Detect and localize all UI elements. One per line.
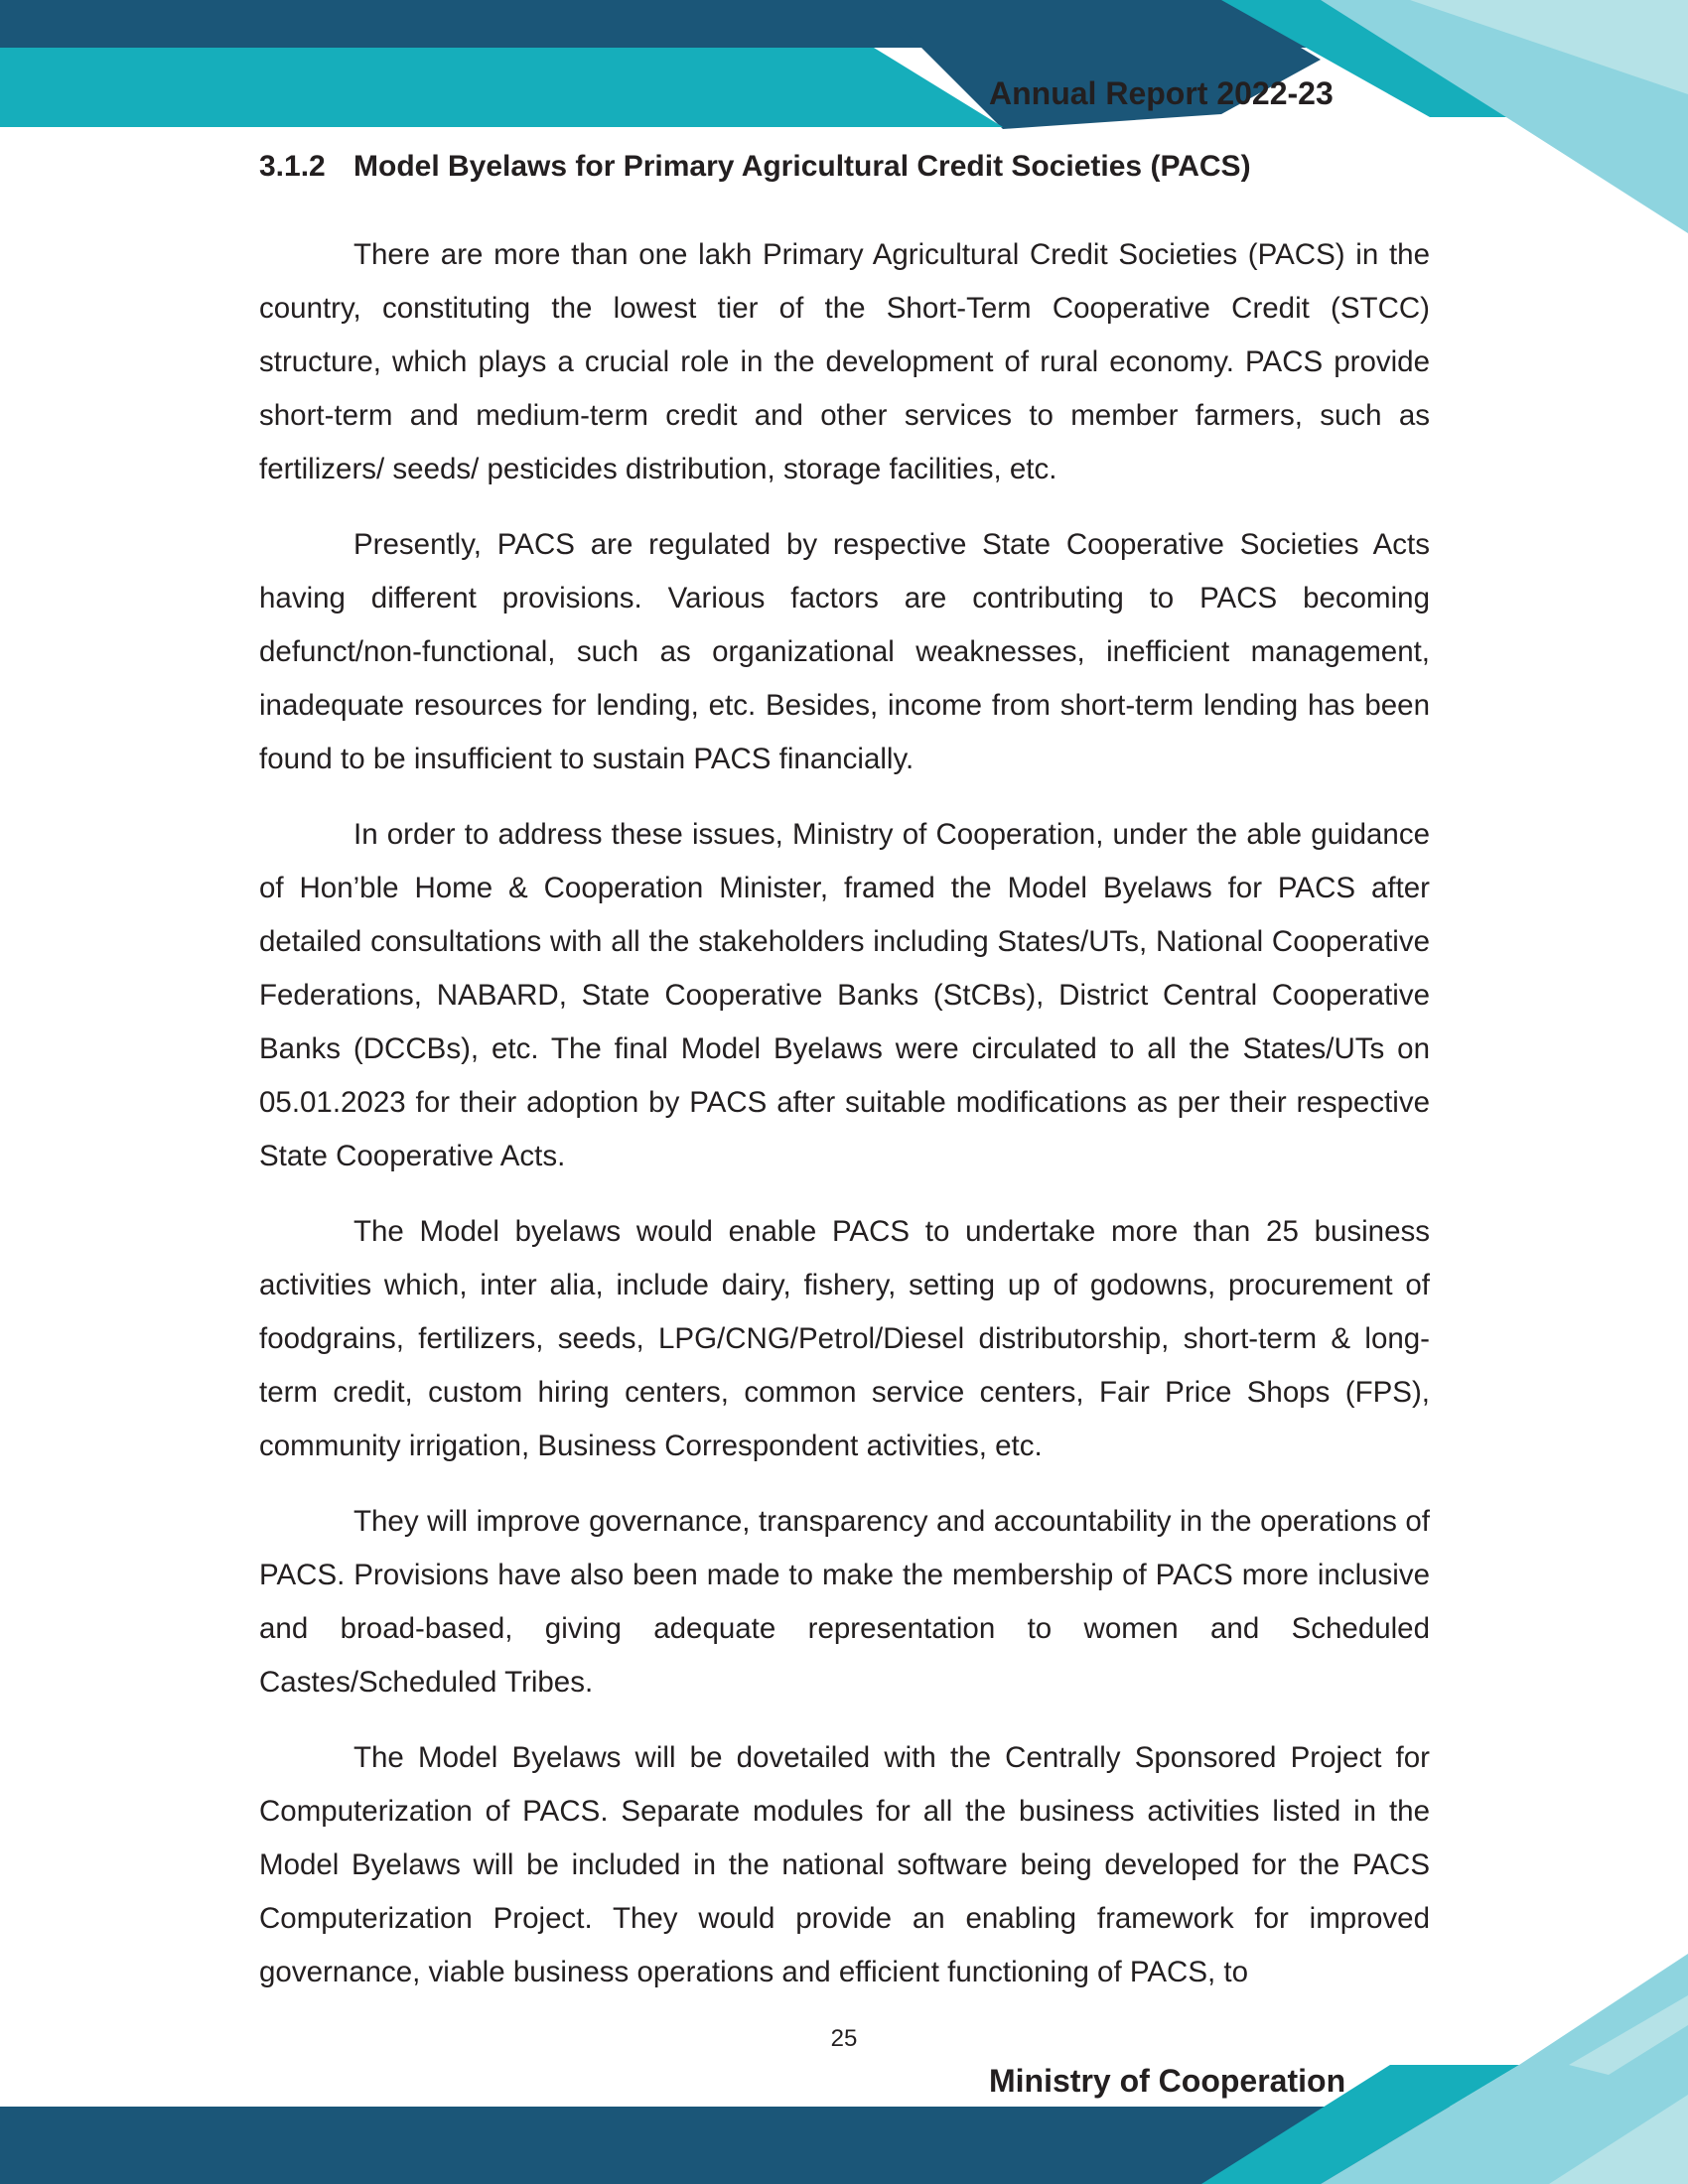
page-content	[259, 147, 1430, 2021]
paragraph-2: Presently, PACS are regulated by respective State Cooperative Societies Acts having different provisions. Various factors are contributing to PACS becoming defunct/non-functional, such as organizational weaknesses, inefficient management, inadequate resources for lending, etc. Besides, income from short-term lending has been found to be insufficient to sustain PACS financially.	[259, 528, 1430, 775]
page-number: 25	[830, 2025, 858, 2052]
paragraph-1: There are more than one lakh Primary Agricultural Credit Societies (PACS) in the country, constituting the lowest tier of the Short-Term Cooperative Credit (STCC) structure, which plays a crucial role in the development of rural economy. PACS provide short-term and medium-term credit and other services to member farmers, such as fertilizers/ seeds/ pesticides distribution, storage facilities, etc.	[259, 238, 1430, 485]
paragraph-5: They will improve governance, transparency and accountability in the operations of PACS. Provisions have also been made to make the membership of PACS more inclusive and broad-based, giving adequate representation to women and Scheduled Castes/Scheduled Tribes.	[259, 1505, 1430, 1699]
section-heading	[259, 147, 1430, 187]
footer-ministry-title: Ministry of Cooperation	[989, 2063, 1346, 2099]
paragraph-3: In order to address these issues, Ministry of Cooperation, under the able guidance of Hon’ble Home & Cooperation Minister, framed the Model Byelaws for PACS after detailed consultations with all the stakeholders including States/UTs, National Cooperative Federations, NABARD, State Cooperative Banks (StCBs), District Central Cooperative Banks (DCCBs), etc. The final Model Byelaws were circulated to all the States/UTs on 05.01.2023 for their adoption by PACS after suitable modifications as per their respective State Cooperative Acts.	[259, 818, 1430, 1172]
header-teal-band	[0, 48, 1003, 127]
section-title: Model Byelaws for Primary Agricultural Credit Societies (PACS)	[353, 150, 1251, 183]
report-header-title: Annual Report 2022-23	[989, 75, 1334, 111]
paragraph-4: The Model byelaws would enable PACS to undertake more than 25 business activities which, inter alia, include dairy, fishery, setting up of godowns, procurement of foodgrains, fertilizers, seeds, LPG/CNG/Petrol/Diesel distributorship, short-term & long-term credit, custom hiring centers, common service centers, Fair Price Shops (FPS), community irrigation, Business Correspondent activities, etc.	[259, 1215, 1430, 1462]
section-number: 3.1.2	[259, 150, 326, 183]
paragraph-6: The Model Byelaws will be dovetailed with the Centrally Sponsored Project for Computerization of PACS. Separate modules for all the business activities listed in the Model Byelaws will be included in the national software being developed for the PACS Computerization Project. They would provide an enabling framework for improved governance, viable business operations and efficient functioning of PACS, to	[259, 1741, 1430, 1988]
